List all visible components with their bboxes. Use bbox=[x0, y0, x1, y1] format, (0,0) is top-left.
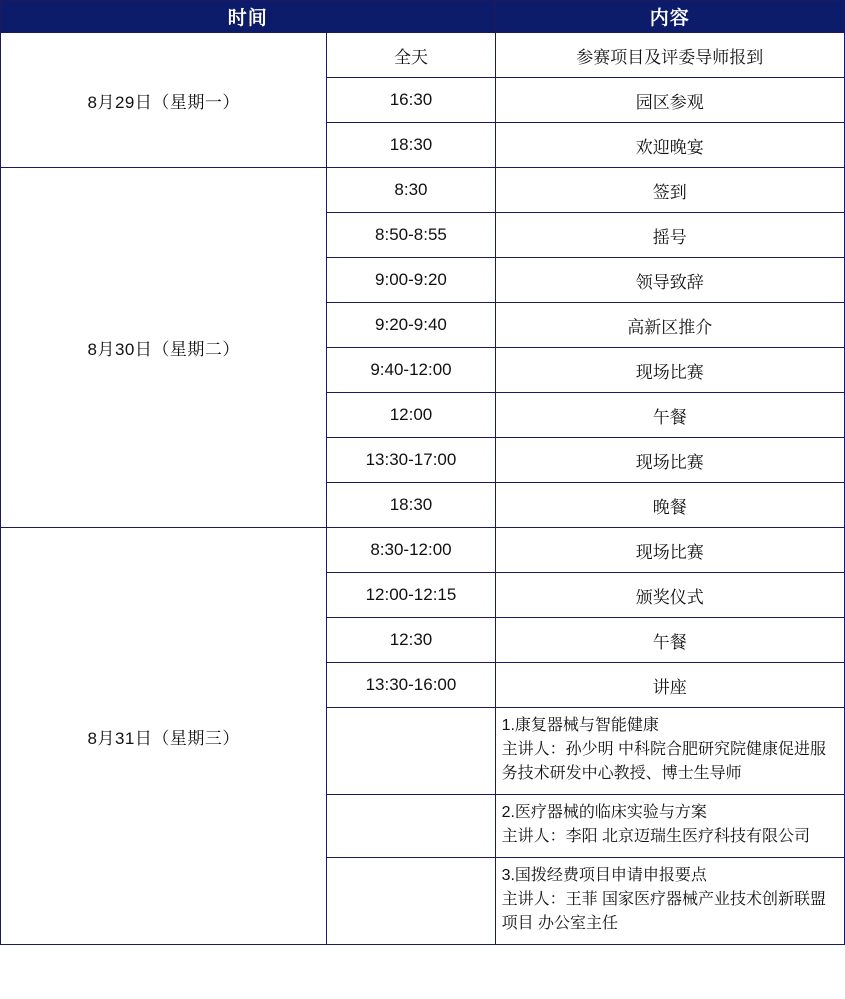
column-header-content: 内容 bbox=[495, 1, 844, 33]
time-cell: 9:40-12:00 bbox=[327, 348, 495, 393]
time-cell bbox=[327, 708, 495, 795]
time-cell: 18:30 bbox=[327, 483, 495, 528]
content-line: 2.医疗器械的临床实验与方案 bbox=[501, 804, 707, 821]
content-cell bbox=[495, 858, 844, 945]
time-cell: 12:30 bbox=[327, 618, 495, 663]
time-cell: 12:00 bbox=[327, 393, 495, 438]
table-row bbox=[1, 168, 845, 213]
content-cell: 领导致辞 bbox=[495, 258, 844, 303]
content-cell: 高新区推介 bbox=[495, 303, 844, 348]
time-cell: 12:00-12:15 bbox=[327, 573, 495, 618]
content-cell: 签到 bbox=[495, 168, 844, 213]
date-cell: 8月29日（星期一） bbox=[1, 33, 327, 168]
table-header-row bbox=[1, 1, 845, 33]
content-cell: 现场比赛 bbox=[495, 528, 844, 573]
time-cell: 9:20-9:40 bbox=[327, 303, 495, 348]
date-cell: 8月31日（星期三） bbox=[1, 528, 327, 945]
time-cell: 13:30-17:00 bbox=[327, 438, 495, 483]
content-cell: 园区参观 bbox=[495, 78, 844, 123]
content-cell: 晚餐 bbox=[495, 483, 844, 528]
time-cell: 全天 bbox=[327, 33, 495, 78]
content-cell: 现场比赛 bbox=[495, 348, 844, 393]
table-row bbox=[1, 33, 845, 78]
table-body bbox=[1, 33, 845, 945]
content-line: 主讲人：孙少明 中科院合肥研究院健康促进服务技术研发中心教授、博士生导师 bbox=[501, 741, 827, 782]
time-cell: 13:30-16:00 bbox=[327, 663, 495, 708]
time-cell bbox=[327, 858, 495, 945]
content-line: 主讲人：李阳 北京迈瑞生医疗科技有限公司 bbox=[501, 828, 811, 845]
content-line: 主讲人：王菲 国家医疗器械产业技术创新联盟项目 办公室主任 bbox=[501, 891, 827, 932]
time-cell: 8:30 bbox=[327, 168, 495, 213]
content-cell: 欢迎晚宴 bbox=[495, 123, 844, 168]
content-cell: 午餐 bbox=[495, 393, 844, 438]
content-cell bbox=[495, 708, 844, 795]
content-cell bbox=[495, 795, 844, 858]
content-line: 3.国拨经费项目申请申报要点 bbox=[501, 867, 707, 884]
content-cell: 午餐 bbox=[495, 618, 844, 663]
content-line: 1.康复器械与智能健康 bbox=[501, 717, 659, 734]
content-cell: 现场比赛 bbox=[495, 438, 844, 483]
content-cell: 摇号 bbox=[495, 213, 844, 258]
date-cell: 8月30日（星期二） bbox=[1, 168, 327, 528]
time-cell: 9:00-9:20 bbox=[327, 258, 495, 303]
time-cell: 8:50-8:55 bbox=[327, 213, 495, 258]
column-header-time: 时间 bbox=[1, 1, 496, 33]
content-cell: 参赛项目及评委导师报到 bbox=[495, 33, 844, 78]
content-cell: 颁奖仪式 bbox=[495, 573, 844, 618]
time-cell: 18:30 bbox=[327, 123, 495, 168]
content-cell: 讲座 bbox=[495, 663, 844, 708]
time-cell: 8:30-12:00 bbox=[327, 528, 495, 573]
time-cell: 16:30 bbox=[327, 78, 495, 123]
time-cell bbox=[327, 795, 495, 858]
table-row bbox=[1, 528, 845, 573]
